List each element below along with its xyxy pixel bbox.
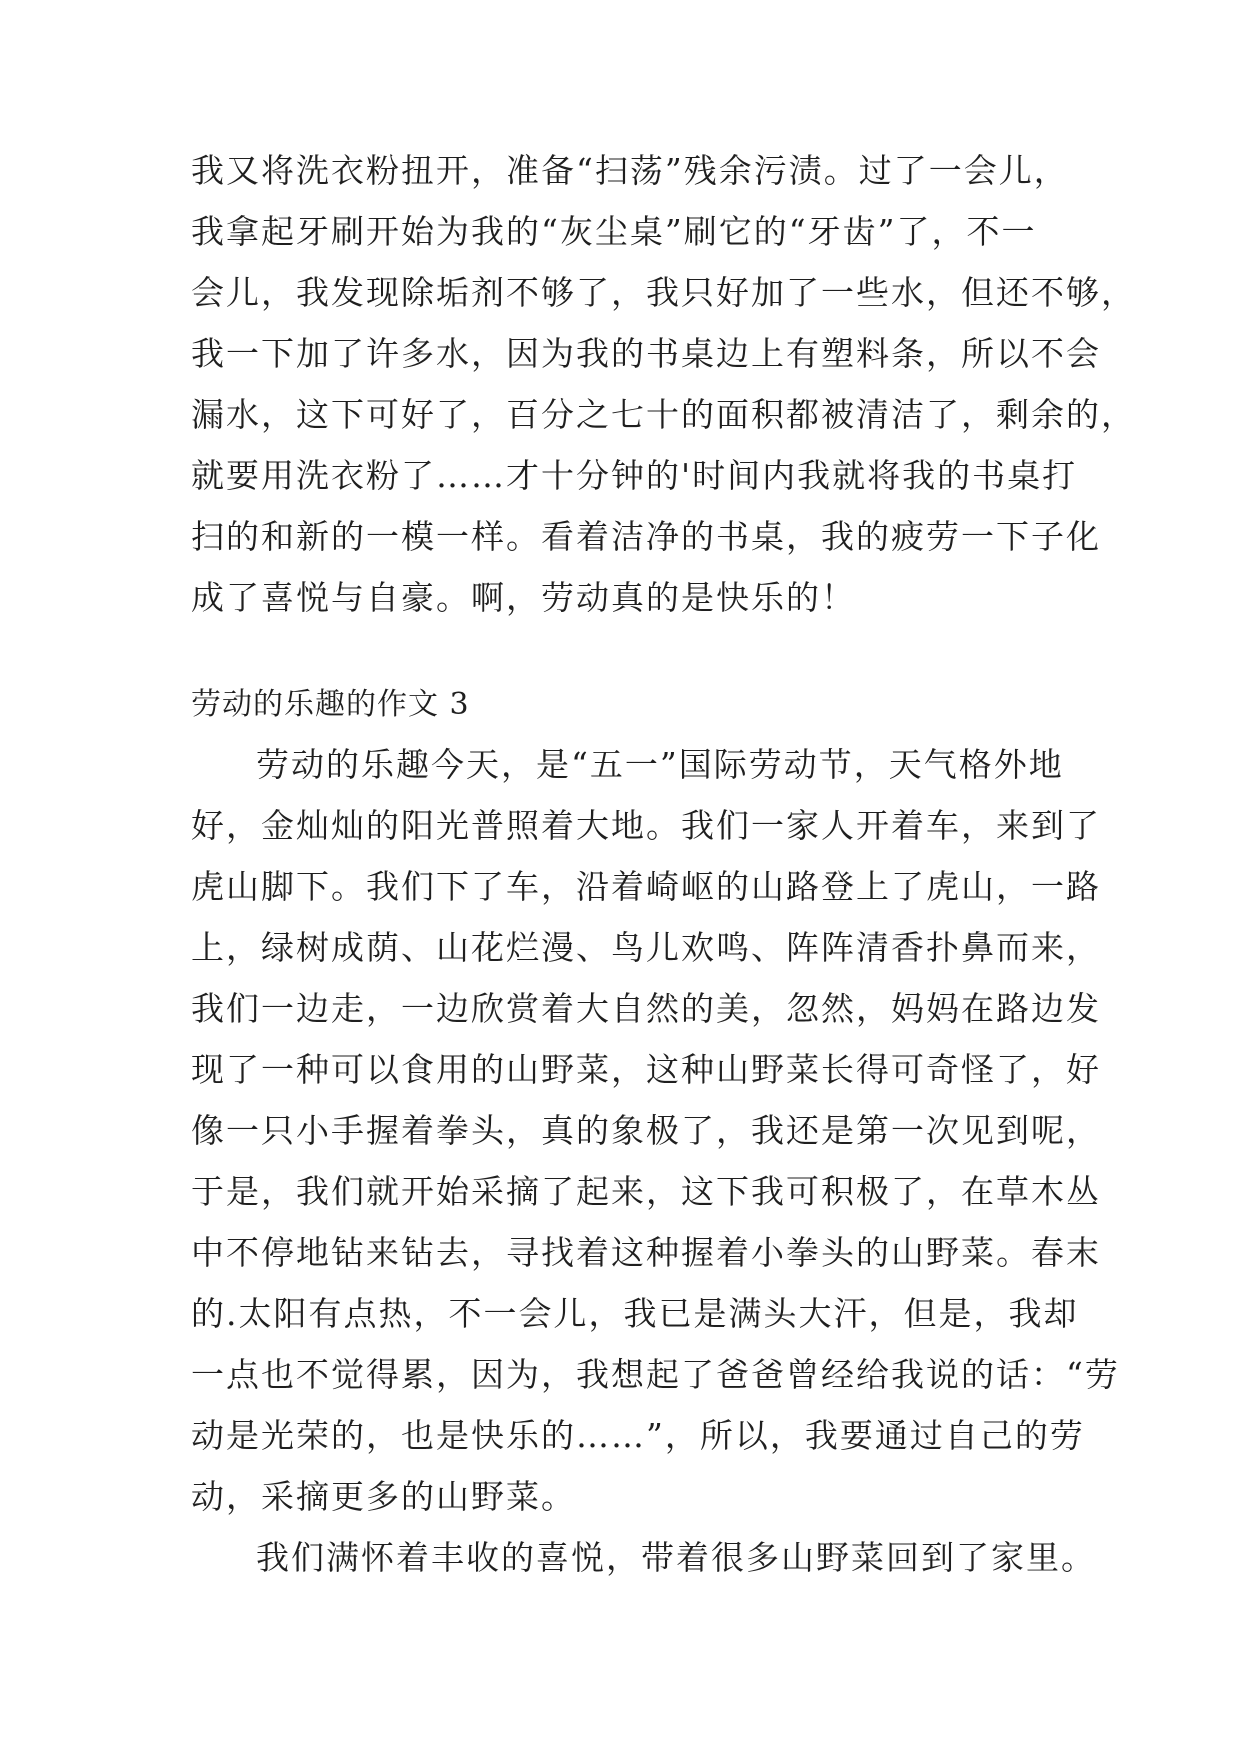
text-line: 我一下加了许多水，因为我的书桌边上有塑料条，所以不会 <box>191 334 1101 373</box>
text-line: 一点也不觉得累，因为，我想起了爸爸曾经给我说的话：“劳 <box>191 1355 1120 1394</box>
text-line: 我们满怀着丰收的喜悦，带着很多山野菜回到了家里。 <box>256 1538 1096 1577</box>
text-line: 于是，我们就开始采摘了起来，这下我可积极了，在草木丛 <box>191 1172 1101 1211</box>
text-line: 就要用洗衣粉了……才十分钟的'时间内我就将我的书桌打 <box>191 456 1078 495</box>
text-line: 我们一边走，一边欣赏着大自然的美，忽然，妈妈在路边发 <box>191 989 1101 1028</box>
text-line: 劳动的乐趣今天，是“五一”国际劳动节，天气格外地 <box>256 745 1064 784</box>
text-line: 扫的和新的一模一样。看着洁净的书桌，我的疲劳一下子化 <box>191 517 1101 556</box>
text-line: 动是光荣的，也是快乐的……”，所以，我要通过自己的劳 <box>191 1416 1085 1455</box>
text-line: 成了喜悦与自豪。啊，劳动真的是快乐的！ <box>191 578 856 617</box>
text-line: 中不停地钻来钻去，寻找着这种握着小拳头的山野菜。春末 <box>191 1233 1101 1272</box>
text-line: 现了一种可以食用的山野菜，这种山野菜长得可奇怪了，好 <box>191 1050 1101 1089</box>
text-line: 动，采摘更多的山野菜。 <box>191 1477 576 1516</box>
text-line: 好，金灿灿的阳光普照着大地。我们一家人开着车，来到了 <box>191 806 1101 845</box>
text-line: 会儿，我发现除垢剂不够了，我只好加了一些水，但还不够， <box>191 273 1136 312</box>
text-line: 上，绿树成荫、山花烂漫、鸟儿欢鸣、阵阵清香扑鼻而来， <box>191 928 1101 967</box>
text-line: 像一只小手握着拳头，真的象极了，我还是第一次见到呢， <box>191 1111 1101 1150</box>
text-line: 的.太阳有点热，不一会儿，我已是满头大汗，但是，我却 <box>191 1294 1079 1333</box>
text-line: 虎山脚下。我们下了车，沿着崎岖的山路登上了虎山，一路 <box>191 867 1101 906</box>
text-line: 我又将洗衣粉扭开，准备“扫荡”残余污渍。过了一会儿， <box>191 151 1069 190</box>
text-line: 漏水，这下可好了，百分之七十的面积都被清洁了，剩余的， <box>191 395 1136 434</box>
essay-title: 劳动的乐趣的作文 3 <box>191 687 470 722</box>
text-line: 我拿起牙刷开始为我的“灰尘桌”刷它的“牙齿”了，不一 <box>191 212 1037 251</box>
